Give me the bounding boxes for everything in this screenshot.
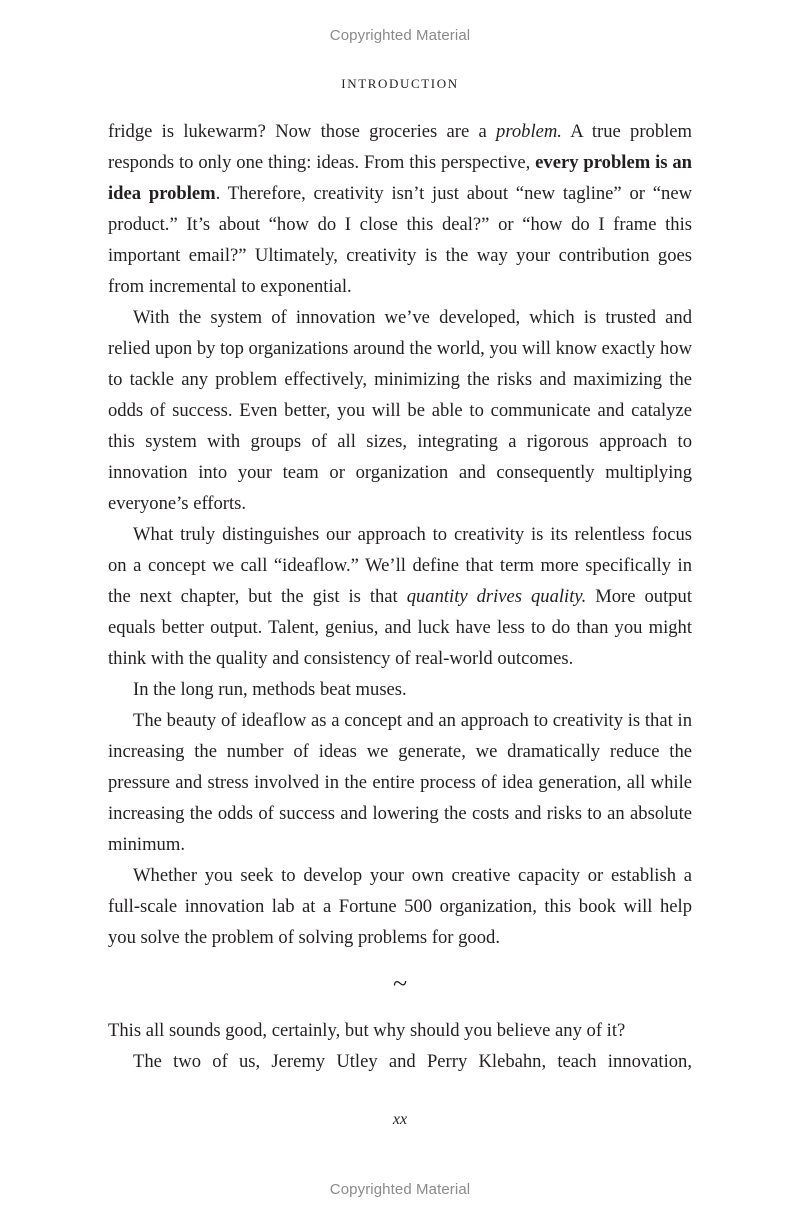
copyright-watermark-top: Copyrighted Material [329, 27, 471, 44]
section-break-ornament: ~ [392, 969, 408, 998]
text-run: The two of us, Jeremy Utley and Perry Klebahn, teach innovation, [133, 1051, 692, 1072]
copyright-watermark-bottom: Copyrighted Material [329, 1181, 471, 1198]
body-text [108, 116, 692, 1077]
paragraph [108, 116, 692, 302]
bold-text: every problem is an idea problem [108, 152, 693, 204]
text-run: In the long run, methods beat muses. [133, 679, 407, 700]
emphasis-text: problem. [496, 121, 562, 142]
paragraph [108, 674, 692, 705]
text-run: Whether you seek to develop your own creative capacity or establish a full-scale innovation lab at a Fortune 500 organization, this book will help you solve the problem of solving problems for good. [108, 865, 692, 948]
paragraph [108, 1015, 692, 1046]
paragraph [108, 302, 692, 519]
emphasis-text: quantity drives quality. [406, 586, 587, 607]
running-head: INTRODUCTION [341, 76, 459, 91]
text-run: fridge is lukewarm? Now those groceries are a [108, 121, 497, 142]
text-run: What truly distinguishes our approach to creativity is its relentless focus on a concept we call “ideaflow.” We’ll define that term more specifically in the next chapter, but the gist is that [108, 524, 692, 607]
paragraph [108, 1046, 692, 1077]
text-run: This all sounds good, certainly, but why should you believe any of it? [108, 1020, 626, 1041]
text-run: With the system of innovation we’ve developed, which is trusted and relied upon by top organizations around the world, you will know exactly how to tackle any problem effectively, minimizing the risks and maximizing the odds of success. Even better, you will be able to communicate and catalyze this system with groups of all sizes, integrating a rigorous approach to innovation into your team or organization and consequently multiplying everyone’s efforts. [108, 307, 692, 514]
paragraph [108, 860, 692, 953]
text-run: More output equals better output. Talent, genius, and luck have less to do than you might think with the quality and consistency of real-world outcomes. [108, 586, 692, 669]
page-number: xx [392, 1111, 408, 1128]
paragraph [108, 705, 692, 860]
text-run: . Therefore, creativity isn’t just about “new tagline” or “new product.” It’s about “how do I close this deal?” or “how do I frame this important email?” Ultimately, creativity is the way your contribution goes from incremental to exponential. [108, 183, 693, 297]
text-run: A true problem responds to only one thing: ideas. From this perspective, [108, 121, 692, 173]
text-run: The beauty of ideaflow as a concept and an approach to creativity is that in increasing the number of ideas we generate, we dramatically reduce the pressure and stress involved in the entire process of idea generation, all while increasing the odds of success and lowering the costs and risks to an absolute minimum. [108, 710, 692, 855]
paragraph [108, 519, 692, 674]
